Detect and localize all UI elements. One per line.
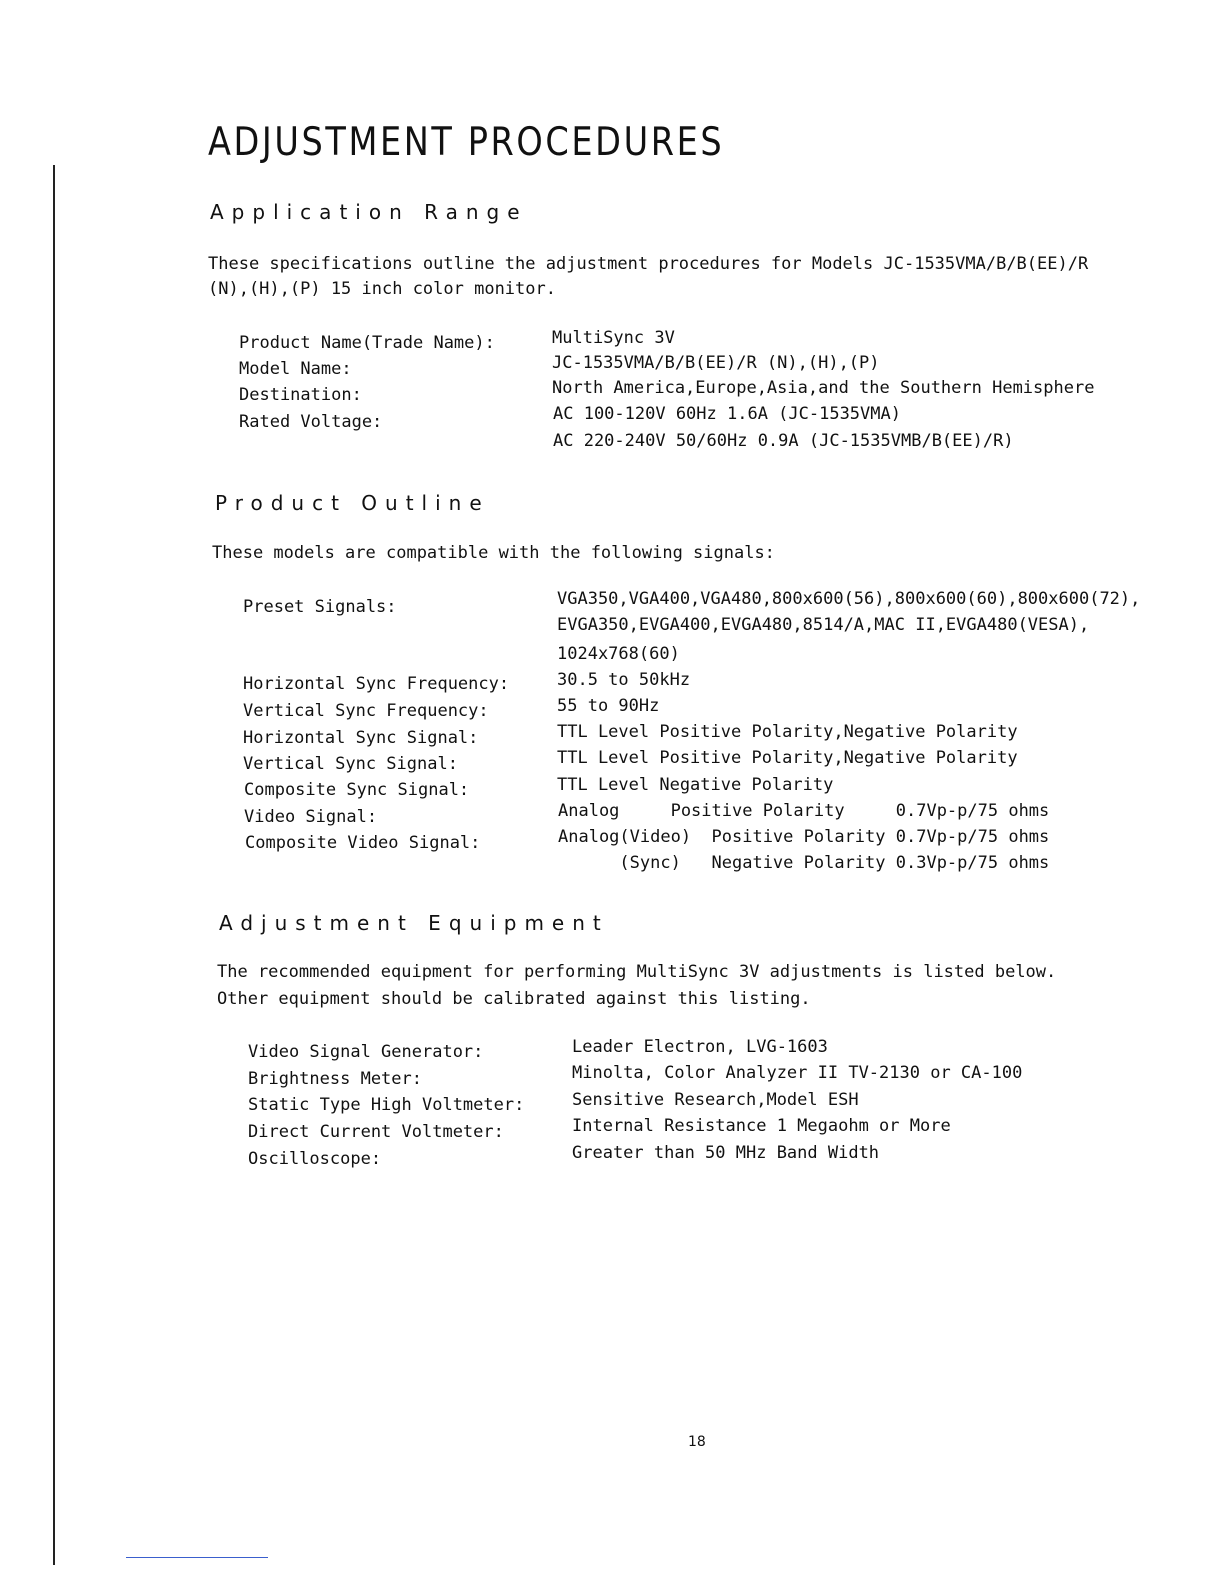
spec-label-static-high-voltmeter: Static Type High Voltmeter:: [248, 1095, 525, 1115]
spec-label-vertical-sync-frequency: Vertical Sync Frequency:: [243, 701, 489, 721]
application-range-heading: Application Range: [210, 200, 528, 224]
spec-value-product-name: MultiSync 3V: [552, 328, 675, 348]
spec-value-rated-voltage-1: AC 100-120V 60Hz 1.6A (JC-1535VMA): [553, 404, 901, 424]
spec-label-oscilloscope: Oscilloscope:: [248, 1149, 382, 1169]
spec-value-preset-signals-3: 1024x768(60): [557, 644, 680, 664]
spec-value-vertical-sync-signal: TTL Level Positive Polarity,Negative Polarity: [557, 748, 1018, 768]
page-number: 18: [688, 1434, 706, 1450]
spec-label-brightness-meter: Brightness Meter:: [248, 1069, 422, 1089]
spec-value-vertical-sync-frequency: 55 to 90Hz: [557, 696, 660, 716]
spec-label-vertical-sync-signal: Vertical Sync Signal:: [243, 754, 458, 774]
spec-value-destination: North America,Europe,Asia,and the Southern Hemisphere: [552, 378, 1095, 398]
application-range-intro-line-2: (N),(H),(P) 15 inch color monitor.: [208, 279, 556, 299]
spec-value-model-name: JC-1535VMA/B/B(EE)/R (N),(H),(P): [552, 353, 880, 373]
spec-label-model-name: Model Name:: [239, 359, 352, 379]
spec-value-direct-current-voltmeter: Internal Resistance 1 Megaohm or More: [572, 1116, 951, 1136]
page-title: ADJUSTMENT PROCEDURES: [208, 120, 725, 165]
adjustment-equipment-heading: Adjustment Equipment: [219, 911, 609, 935]
spec-label-product-name: Product Name(Trade Name):: [239, 333, 495, 353]
spec-value-oscilloscope: Greater than 50 MHz Band Width: [572, 1143, 880, 1163]
spec-label-preset-signals: Preset Signals:: [243, 597, 397, 617]
spec-label-composite-sync-signal: Composite Sync Signal:: [244, 780, 470, 800]
left-margin-line: [53, 165, 55, 1565]
spec-value-brightness-meter: Minolta, Color Analyzer II TV-2130 or CA-100: [572, 1063, 1023, 1083]
spec-label-composite-video-signal: Composite Video Signal:: [245, 833, 481, 853]
product-outline-heading: Product Outline: [215, 491, 490, 515]
spec-value-horizontal-sync-signal: TTL Level Positive Polarity,Negative Polarity: [557, 722, 1018, 742]
application-range-intro-line-1: These specifications outline the adjustment procedures for Models JC-1535VMA/B/B(EE)/R: [208, 254, 1089, 274]
spec-value-preset-signals-2: EVGA350,EVGA400,EVGA480,8514/A,MAC II,EVGA480(VESA),: [557, 615, 1090, 635]
spec-value-video-signal: Analog Positive Polarity 0.7Vp-p/75 ohms: [558, 801, 1050, 821]
spec-label-horizontal-sync-frequency: Horizontal Sync Frequency:: [243, 674, 510, 694]
spec-label-direct-current-voltmeter: Direct Current Voltmeter:: [248, 1122, 504, 1142]
spec-label-destination: Destination:: [239, 385, 362, 405]
spec-value-rated-voltage-2: AC 220-240V 50/60Hz 0.9A (JC-1535VMB/B(EE)/R): [553, 431, 1014, 451]
spec-value-composite-video-signal-1: Analog(Video) Positive Polarity 0.7Vp-p/75 ohms: [558, 827, 1050, 847]
spec-value-composite-video-signal-2: (Sync) Negative Polarity 0.3Vp-p/75 ohms: [558, 853, 1050, 873]
spec-value-composite-sync-signal: TTL Level Negative Polarity: [557, 775, 834, 795]
spec-label-video-signal-generator: Video Signal Generator:: [248, 1042, 484, 1062]
spec-label-rated-voltage: Rated Voltage:: [239, 412, 383, 432]
product-outline-intro: These models are compatible with the following signals:: [212, 543, 775, 563]
spec-value-static-high-voltmeter: Sensitive Research,Model ESH: [572, 1090, 859, 1110]
spec-value-horizontal-sync-frequency: 30.5 to 50kHz: [557, 670, 691, 690]
spec-value-preset-signals-1: VGA350,VGA400,VGA480,800x600(56),800x600(60),800x600(72),: [557, 589, 1141, 609]
footnote-rule: [126, 1557, 268, 1558]
adjustment-equipment-intro-line-1: The recommended equipment for performing MultiSync 3V adjustments is listed below.: [217, 962, 1057, 982]
adjustment-equipment-intro-line-2: Other equipment should be calibrated against this listing.: [217, 989, 811, 1009]
spec-value-video-signal-generator: Leader Electron, LVG-1603: [572, 1037, 828, 1057]
spec-label-horizontal-sync-signal: Horizontal Sync Signal:: [243, 728, 479, 748]
spec-label-video-signal: Video Signal:: [244, 807, 378, 827]
